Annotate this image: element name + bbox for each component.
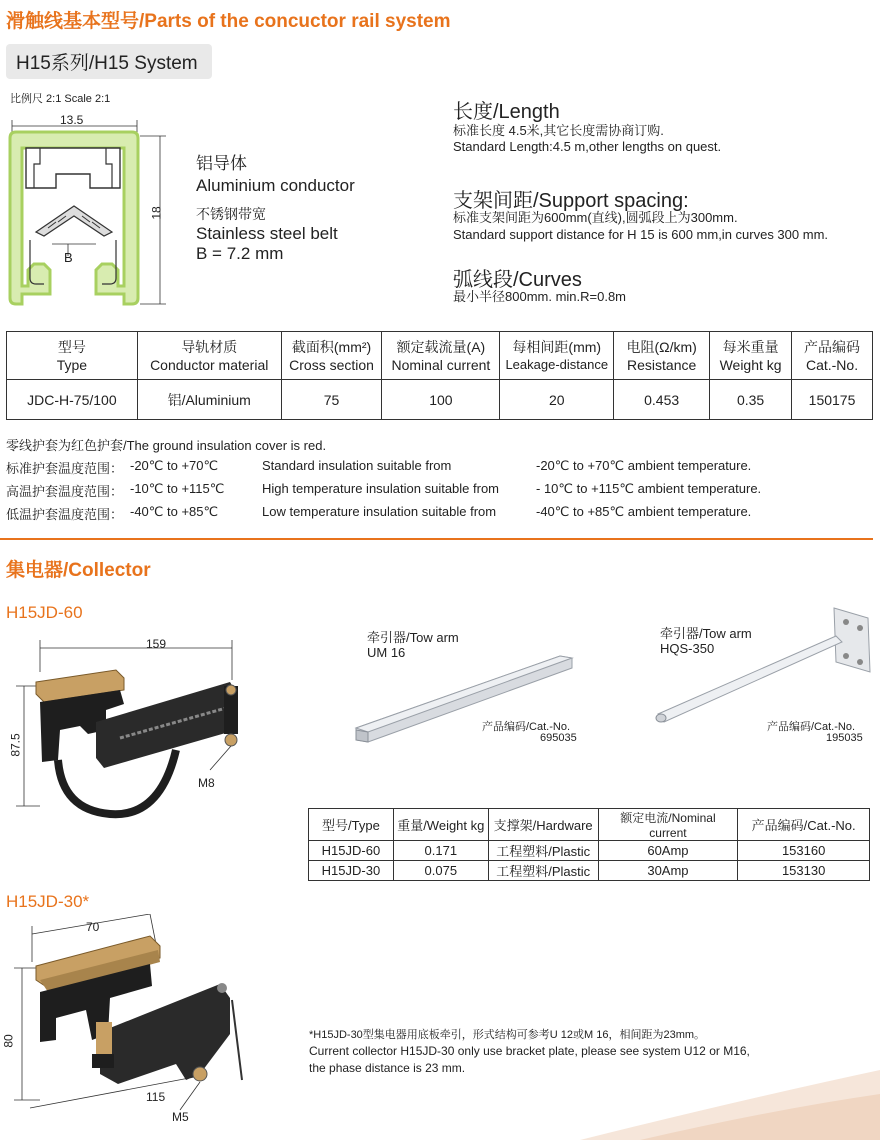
table-cell: 工程塑料/Plastic <box>488 861 598 881</box>
support-en: Standard support distance for H 15 is 600 mm,in curves 300 mm. <box>453 227 829 242</box>
header-cell: 支撑架/Hardware <box>488 809 598 841</box>
h15jd60-label: H15JD-60 <box>6 603 83 622</box>
steel-label-en: Stainless steel belt <box>196 224 338 243</box>
header-cell: 型号/Type <box>309 809 394 841</box>
header-cell: 截面积(mm²) Cross section <box>281 332 382 380</box>
header-cell: 每相间距(mm) Leakage-distance <box>500 332 614 380</box>
table-row <box>7 380 873 420</box>
h60-width-dim: 159 <box>146 637 167 651</box>
support-title: 支架间距/Support spacing: <box>453 190 689 212</box>
rail-table-header <box>7 332 873 380</box>
corner-decoration <box>580 1060 880 1140</box>
rail-profile-drawing <box>0 108 200 310</box>
tow-arm-hqs-drawing <box>650 606 880 730</box>
h30-bolt-label: M5 <box>172 1110 189 1124</box>
table-cell: 0.453 <box>614 380 710 420</box>
table-cell: 30Amp <box>598 861 738 881</box>
h15jd30-drawing <box>0 914 250 1124</box>
h30-width-dim: 70 <box>86 920 100 934</box>
table-cell: JDC-H-75/100 <box>7 380 138 420</box>
page-title: 滑触线基本型号/Parts of the concuctor rail system <box>6 11 451 32</box>
table-cell: 75 <box>281 380 382 420</box>
table-cell: 0.075 <box>393 861 488 881</box>
header-cell: 额定载流量(A) Nominal current <box>382 332 500 380</box>
h15jd30-label: H15JD-30* <box>6 892 90 911</box>
section-divider <box>0 538 873 540</box>
table-cell: 150175 <box>792 380 873 420</box>
ground-insulation-note: 零线护套为红色护套/The ground insulation cover is red. <box>6 438 327 453</box>
rail-spec-table <box>6 331 873 420</box>
curves-title: 弧线段/Curves <box>453 269 582 291</box>
table-cell: H15JD-30 <box>309 861 394 881</box>
aluminium-label-en: Aluminium conductor <box>196 176 355 195</box>
header-cell: 重量/Weight kg <box>393 809 488 841</box>
table-cell: H15JD-60 <box>309 841 394 861</box>
table-cell: 铝/Aluminium <box>137 380 281 420</box>
profile-width-dim: 13.5 <box>60 113 84 127</box>
header-cell: 每米重量 Weight kg <box>710 332 792 380</box>
h15jd60-drawing <box>0 630 260 845</box>
collector-title: 集电器/Collector <box>6 560 151 581</box>
footnote-en-2: the phase distance is 23 mm. <box>309 1061 466 1075</box>
table-cell: 153160 <box>738 841 870 861</box>
tow-hqs-name-en: HQS-350 <box>660 641 715 656</box>
collector-spec-table <box>308 808 870 881</box>
header-cell: 产品编码 Cat.-No. <box>792 332 873 380</box>
footnote-en-1: Current collector H15JD-30 only use bracket plate, please see system U12 or M16, <box>309 1044 750 1058</box>
h30-height-dim: 80 <box>1 1034 16 1048</box>
header-cell: 额定电流/Nominal current <box>598 809 738 841</box>
tow-um-cat-no: 695035 <box>540 732 577 744</box>
tow-hqs-name-cn: 牵引器/Tow arm <box>660 626 752 641</box>
table-cell: 153130 <box>738 861 870 881</box>
table-cell: 20 <box>500 380 614 420</box>
header-cell: 型号 Type <box>7 332 138 380</box>
table-cell: 0.35 <box>710 380 792 420</box>
steel-label-cn: 不锈钢带宽 <box>196 206 266 222</box>
table-cell: 工程塑料/Plastic <box>488 841 598 861</box>
header-cell: 导轨材质 Conductor material <box>137 332 281 380</box>
collector-table-header <box>309 809 870 841</box>
footnote-cn: *H15JD-30型集电器用底板牵引，形式结构可参考U 12或M 16，相间距为23mm。 <box>309 1029 706 1041</box>
profile-b-label: B <box>64 250 73 265</box>
header-cell: 电阻(Ω/km) Resistance <box>614 332 710 380</box>
tow-hqs-cat-label: 产品编码/Cat.-No. <box>767 721 856 733</box>
length-cn: 标准长度 4.5米,其它长度需协商订购. <box>453 123 664 138</box>
h60-height-dim: 87.5 <box>8 733 23 757</box>
length-title: 长度/Length <box>453 101 560 123</box>
scale-label: 比例尺 2:1 Scale 2:1 <box>10 93 111 105</box>
table-cell: 0.171 <box>393 841 488 861</box>
table-row <box>309 841 870 861</box>
b-value: B = 7.2 mm <box>196 244 284 263</box>
h60-bolt-label: M8 <box>198 776 215 790</box>
aluminium-label-cn: 铝导体 <box>196 154 247 173</box>
tow-um-name-cn: 牵引器/Tow arm <box>367 630 459 645</box>
length-en: Standard Length:4.5 m,other lengths on quest. <box>453 139 722 154</box>
profile-height-dim: 18 <box>149 206 164 220</box>
tow-hqs-cat-no: 195035 <box>826 732 863 744</box>
curves-text: 最小半径800mm. min.R=0.8m <box>453 289 627 304</box>
table-cell: 100 <box>382 380 500 420</box>
support-cn: 标准支架间距为600mm(直线),圆弧段上为300mm. <box>453 210 738 225</box>
h30-base-dim: 115 <box>146 1090 166 1104</box>
table-cell: 60Amp <box>598 841 738 861</box>
tow-um-name-en: UM 16 <box>367 645 406 660</box>
table-row <box>309 861 870 881</box>
system-label: H15系列/H15 System <box>6 44 212 79</box>
tow-um-cat-label: 产品编码/Cat.-No. <box>482 721 571 733</box>
header-cell: 产品编码/Cat.-No. <box>738 809 870 841</box>
